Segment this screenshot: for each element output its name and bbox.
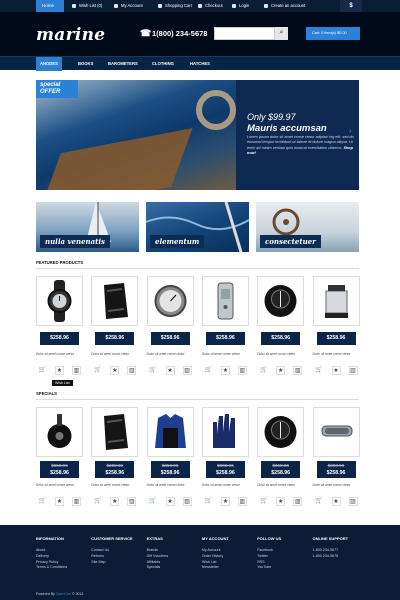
cart-icon[interactable]: 🛒 [38,498,47,504]
hatch-icon[interactable] [313,407,360,457]
footer-column [91,536,132,565]
wishlist-star-icon[interactable]: ★ [277,368,284,374]
product-card[interactable] [313,407,360,507]
footer-heading: MY ACCOUNT [201,536,229,541]
compare-icon[interactable]: ▥ [350,368,356,374]
footer-heading: FOLLOW US [257,536,282,541]
wishlist-tooltip: Wish List [52,380,73,386]
price-tag [95,461,134,478]
product-card[interactable] [257,276,304,376]
jacket-icon[interactable] [147,407,194,457]
new-price: $258.96 [271,469,291,476]
wishlist-star-icon[interactable]: ★ [56,499,63,505]
product-description: Dolor sit amet conse ctetur [91,352,130,356]
footer-heading: ONLINE SUPPORT [312,536,349,541]
opencart-link[interactable]: OpenCart [55,592,72,596]
product-actions [147,497,194,507]
banner-caption: elementum [150,235,204,248]
featured-heading: FEATURED PRODUCTS [36,260,84,265]
footer-link[interactable]: Gift Vouchers [146,553,169,558]
cart-icon[interactable]: 🛒 [259,498,268,504]
product-description: Dolor sit amet conse ctetur [146,352,185,356]
top-checkout-link[interactable]: Checkout [198,0,223,12]
product-card[interactable] [36,407,83,507]
footer-column [36,536,67,571]
divider [36,268,359,269]
footer-column [313,536,349,560]
footer-link[interactable]: Privacy Policy [36,559,59,564]
compare-icon[interactable]: ▥ [294,368,301,374]
gloves-icon[interactable] [202,407,249,457]
top-wishlist-link[interactable]: Wish List (0) [72,0,102,12]
powered-prefix: Powered By [36,592,55,596]
compare-icon[interactable]: ▥ [73,368,80,374]
old-price: $308.96 [327,463,345,468]
product-card[interactable] [202,276,249,376]
new-price: $258.96 [105,469,125,476]
compare-icon[interactable]: ▥ [128,499,135,505]
compare-icon[interactable]: ▥ [239,499,246,505]
footer-link[interactable]: Facebook [257,548,273,552]
price-tag [317,461,356,478]
compare-icon[interactable]: ▥ [184,368,190,374]
wishlist-star-icon[interactable]: ★ [112,499,118,505]
price-tag: $258.96 [261,332,300,345]
product-card[interactable] [257,407,304,507]
watch-icon[interactable] [36,276,83,326]
footer-heading: CUSTOMER SERVICE [91,536,133,541]
currency-selector[interactable]: $ [340,0,362,12]
footer-link[interactable]: Brands [146,548,158,552]
footer-column [202,536,229,571]
product-description: Dolor sit amet conse ctetur [312,483,351,487]
product-card[interactable] [91,407,138,507]
product-card[interactable] [147,407,194,507]
footer-link[interactable]: Affiliates [146,559,161,564]
old-price: $308.96 [106,463,124,468]
cart-button[interactable]: Cart: 0 item(s) $0.00 [306,27,360,40]
footer-link[interactable]: RSS [257,559,265,564]
product-description: Dolor sit amet conse ctetur [201,483,240,487]
footer-heading: EXTRAS [146,536,163,541]
product-description: Dolor sit amet conse ctetur [146,483,185,487]
price-tag: $258.96 [206,332,245,345]
price-tag [40,461,79,478]
footer-column [147,536,169,571]
product-card[interactable] [91,276,138,376]
nav-books[interactable]: BOOKS [78,61,94,66]
banner-caption: nulla venenatis [40,235,110,248]
wishlist-star-icon[interactable]: ★ [277,499,284,505]
wishlist-star-icon[interactable]: ★ [167,368,173,374]
compass-icon[interactable] [257,407,304,457]
product-description: Dolor sit amet conse ctetur [312,352,351,356]
product-card[interactable] [202,407,249,507]
compare-icon[interactable]: ▥ [294,499,301,505]
slider-next-icon[interactable]: › [349,128,352,135]
footer-heading: INFORMATION [36,536,64,541]
product-actions [91,366,138,376]
price-tag: $258.96 [95,332,134,345]
hero-title: Mauris accumsan [247,123,327,134]
product-actions [36,366,83,376]
footer-link[interactable]: Returns [91,553,104,558]
top-home-link[interactable]: Home [36,0,64,12]
wishlist-star-icon[interactable]: ★ [333,499,339,505]
hero-price: Only $99.97 [247,112,296,122]
banner-3[interactable] [256,202,359,252]
powered-suffix: © 2013 [72,592,84,596]
top-login-link[interactable]: Login [232,0,249,12]
gps-icon[interactable] [202,276,249,326]
product-actions [313,366,360,376]
wishlist-star-icon[interactable]: ★ [167,499,173,505]
footer-link[interactable]: Specials [146,565,161,570]
winch-icon[interactable] [313,276,360,326]
footer-link[interactable]: About [36,548,46,552]
old-price: $358.96 [272,463,289,468]
divider [36,399,359,400]
price-tag [151,461,190,478]
product-actions [313,497,360,507]
site-logo[interactable]: marine [36,25,106,45]
cart-icon[interactable]: 🛒 [259,367,268,373]
product-description: Dolor sit amet conse ctetur [257,483,296,487]
product-description: Dolor sit amet conse ctetur [91,483,130,487]
product-description: Dolor sit amet conse ctetur [201,352,240,356]
old-price: $308.96 [217,463,234,468]
price-tag [261,461,300,478]
product-actions [202,366,249,376]
top-bar [0,0,400,12]
footer-link[interactable]: Newsletter [201,565,219,570]
cart-icon[interactable]: 🛒 [38,367,47,373]
footer-link[interactable]: Site Map [91,559,106,564]
footer-column [257,536,281,571]
new-price: $258.96 [50,469,69,476]
footer-link[interactable]: Twitter [257,553,268,558]
banner-1[interactable] [36,202,139,252]
cart-icon[interactable]: 🛒 [204,367,213,373]
cart-icon[interactable]: 🛒 [149,367,157,373]
top-cart-link[interactable]: Shopping Cart [158,0,192,12]
product-description: Dolor sit amet conse ctetur [36,483,74,487]
price-tag: $258.96 [40,332,79,345]
footer-link[interactable]: YouTube [257,565,272,570]
nav-clothing[interactable]: CLOTHING [152,61,174,66]
wishlist-star-icon[interactable]: ★ [112,368,118,374]
nav-hatches[interactable]: HATCHES [190,61,210,66]
footer-link[interactable]: My Account [201,548,221,552]
top-create-account-link[interactable]: Create an account [264,0,305,12]
cart-icon[interactable]: 🛒 [315,367,323,373]
product-actions [257,497,304,507]
wishlist-star-icon[interactable]: ★ [222,499,229,505]
gauge-icon[interactable] [147,276,194,326]
banner-caption: consectetuer [260,235,321,248]
special-offer-badge: special OFFER [36,80,78,98]
price-tag: $258.96 [151,332,190,345]
phone-number: ☎ 1(800) 234-5678 [140,29,207,38]
footer-link[interactable]: Contact Us [91,548,110,552]
product-card[interactable] [36,276,83,376]
knee-pad-icon[interactable] [91,407,138,457]
cart-icon[interactable]: 🛒 [149,498,157,504]
product-actions [147,366,194,376]
product-description: Dolor sit amet conse ctetur [36,352,74,356]
search-icon[interactable]: ⌕ [274,27,288,40]
product-actions [91,497,138,507]
footer-link[interactable]: 1-800-234-5678 [312,553,339,558]
wishlist-star-icon[interactable]: ★ [56,368,63,374]
nav-barometers[interactable]: BAROMETERS [108,61,138,66]
compass-icon[interactable] [257,276,304,326]
hero-text: Lorem ipsum dolor sit amet conse ctetur adipisic ing elit, sed do eiusmod tempor incididunt ut labore et dolore magna aliqua. Ut enim ad minim veniam quis nostrud exercitation ullamco. Shop now! [247,135,354,156]
footer-link[interactable]: Terms & Conditions [36,565,68,570]
old-price: $358.96 [51,463,68,468]
old-price: $358.96 [161,463,179,468]
new-price: $258.96 [326,469,346,476]
new-price: $258.96 [216,469,235,476]
compare-icon[interactable]: ▥ [239,368,246,374]
cart-icon[interactable]: 🛒 [94,498,102,504]
footer-link[interactable]: Wish List [201,559,217,564]
powered-by [36,592,83,596]
shop-now-link[interactable]: Shop now! [247,145,353,156]
compare-icon[interactable]: ▥ [184,499,190,505]
cart-icon[interactable]: 🛒 [94,367,102,373]
cart-icon[interactable]: 🛒 [204,498,213,504]
product-card[interactable] [313,276,360,376]
compare-icon[interactable]: ▥ [128,368,135,374]
product-description: Dolor sit amet conse ctetur [257,352,296,356]
new-price: $258.96 [160,469,180,476]
banner-2[interactable] [146,202,249,252]
nav-anodes[interactable]: ANODES [36,57,62,71]
price-tag: $258.96 [317,332,356,345]
wishlist-star-icon[interactable]: ★ [222,368,229,374]
specials-heading: SPECIALS [36,391,57,396]
product-actions [202,497,249,507]
knee-pad-icon[interactable] [91,276,138,326]
product-actions [36,497,83,507]
footer-link[interactable]: Order History [201,553,224,558]
footer-link[interactable]: 1-800-234-5677 [312,548,339,552]
product-actions [257,366,304,376]
cart-icon[interactable]: 🛒 [315,498,323,504]
pulley-icon[interactable] [36,407,83,457]
wishlist-star-icon[interactable]: ★ [333,368,339,374]
main-nav [0,56,400,70]
price-tag [206,461,245,478]
footer-link[interactable]: Delivery [36,553,49,558]
product-card[interactable] [147,276,194,376]
compare-icon[interactable]: ▥ [73,499,80,505]
top-account-link[interactable]: My Account [114,0,143,12]
compare-icon[interactable]: ▥ [350,499,356,505]
